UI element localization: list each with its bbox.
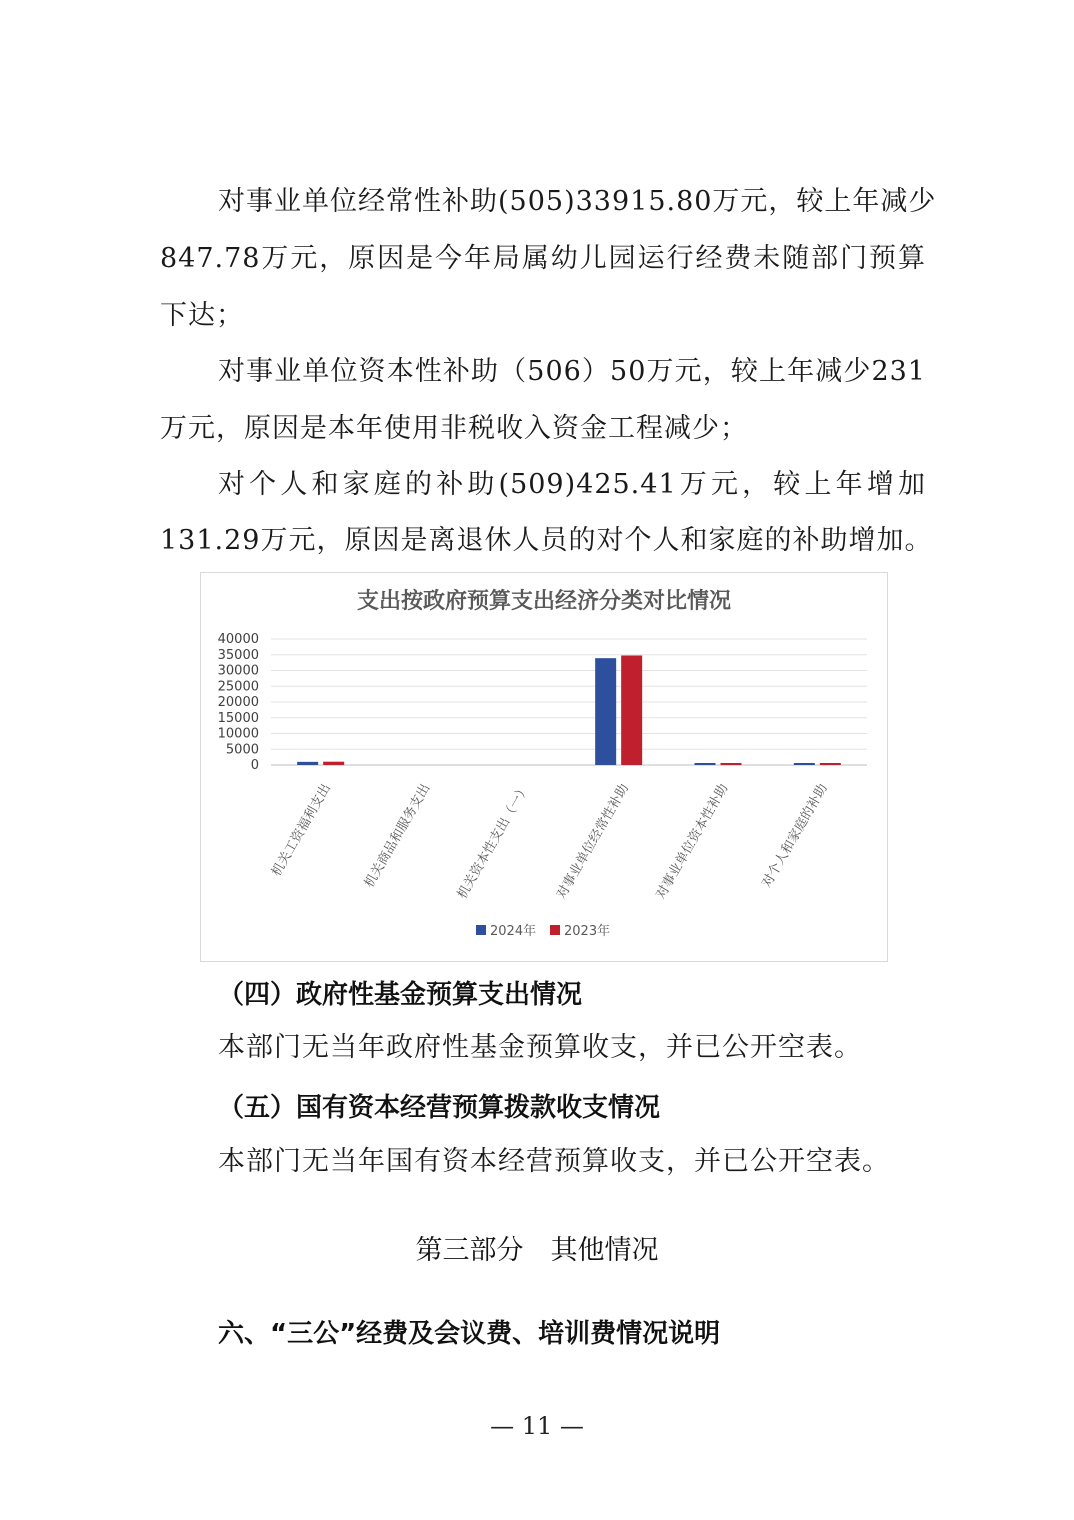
chart-grid bbox=[271, 639, 867, 765]
category-label: 对事业单位资本性补助 bbox=[653, 781, 732, 902]
bar-2023年 bbox=[721, 763, 742, 765]
paragraph-line: 对事业单位经常性补助(505)33915.80万元，较上年减少 bbox=[218, 186, 937, 217]
section-heading-5: （五）国有资本经营预算拨款收支情况 bbox=[218, 1093, 661, 1123]
bar-2023年 bbox=[820, 763, 841, 765]
chart-bars bbox=[297, 655, 841, 765]
category-label: 机关资本性支出（一） bbox=[454, 781, 533, 902]
bar-2023年 bbox=[621, 655, 642, 765]
bar-2024年 bbox=[595, 658, 616, 765]
expenditure-comparison-chart bbox=[200, 572, 888, 962]
part-title: 第三部分 其他情况 bbox=[415, 1235, 659, 1266]
y-tick-label: 0 bbox=[250, 758, 259, 773]
page-number: — 11 — bbox=[490, 1412, 584, 1440]
paragraph-line: 对个人和家庭的补助(509)425.41万元，较上年增加 bbox=[218, 469, 926, 500]
paragraph-line: 131.29万元，原因是离退休人员的对个人和家庭的补助增加。 bbox=[160, 525, 933, 556]
y-tick-label: 35000 bbox=[217, 647, 259, 663]
section-4-text: 本部门无当年政府性基金预算收支，并已公开空表。 bbox=[218, 1032, 862, 1063]
section-heading-6: 六、“三公”经费及会议费、培训费情况说明 bbox=[218, 1319, 721, 1349]
chart-svg bbox=[201, 573, 887, 961]
y-axis-ticks bbox=[218, 632, 259, 773]
category-label: 对个人和家庭的补助 bbox=[759, 781, 831, 891]
y-tick-label: 10000 bbox=[217, 726, 259, 742]
y-tick-label: 5000 bbox=[225, 742, 259, 758]
category-label: 对事业单位经常性补助 bbox=[554, 781, 633, 902]
bar-2024年 bbox=[297, 762, 318, 765]
y-tick-label: 20000 bbox=[217, 695, 259, 710]
paragraph-line: 万元，原因是本年使用非税收入资金工程减少； bbox=[160, 413, 748, 444]
y-tick-label: 30000 bbox=[217, 663, 259, 679]
chart-legend bbox=[476, 923, 610, 939]
paragraph-line: 对事业单位资本性补助（506）50万元，较上年减少231 bbox=[218, 356, 926, 387]
category-label: 机关工资福利支出 bbox=[269, 781, 335, 880]
bar-2024年 bbox=[695, 763, 716, 765]
bar-2024年 bbox=[794, 763, 815, 765]
legend-label: 2023年 bbox=[564, 924, 611, 939]
section-heading-4: （四）政府性基金预算支出情况 bbox=[218, 980, 583, 1010]
legend-label: 2024年 bbox=[490, 924, 537, 939]
y-tick-label: 40000 bbox=[217, 632, 259, 647]
y-tick-label: 25000 bbox=[217, 679, 259, 695]
chart-title: 支出按政府预算支出经济分类对比情况 bbox=[356, 589, 732, 614]
paragraph-line: 下达； bbox=[160, 300, 244, 331]
section-5-text: 本部门无当年国有资本经营预算收支，并已公开空表。 bbox=[218, 1146, 890, 1177]
y-tick-label: 15000 bbox=[217, 710, 259, 726]
legend-swatch bbox=[476, 925, 486, 935]
legend-swatch bbox=[550, 925, 560, 935]
paragraph-line: 847.78万元，原因是今年局属幼儿园运行经费未随部门预算 bbox=[160, 243, 926, 274]
bar-2023年 bbox=[323, 762, 344, 765]
category-labels bbox=[268, 781, 831, 902]
category-label: 机关商品和服务支出 bbox=[361, 781, 434, 891]
